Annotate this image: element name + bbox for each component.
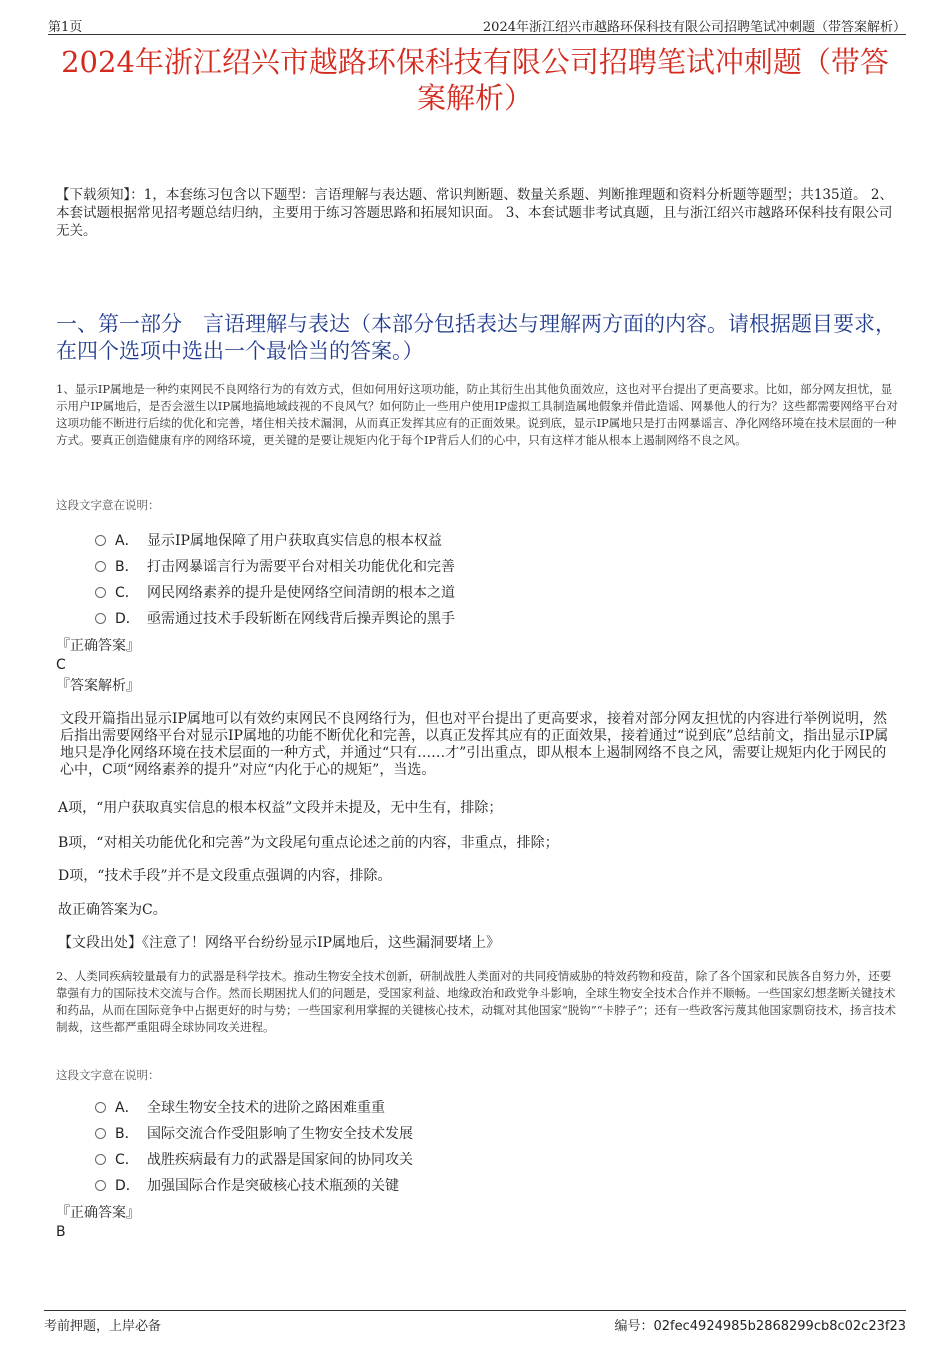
option-b[interactable]: B． 国际交流合作受阻影响了生物安全技术发展 xyxy=(95,1121,890,1147)
correct-answer-value: B xyxy=(56,1224,66,1240)
section-heading: 一、第一部分 言语理解与表达（本部分包括表达与理解两方面的内容。请根据题目要求，在四个选项中选出一个最恰当的答案。） xyxy=(56,312,896,363)
radio-icon[interactable] xyxy=(95,1102,106,1113)
header-doc-title: 2024年浙江绍兴市越路环保科技有限公司招聘笔试冲刺题（带答案解析） xyxy=(482,20,906,35)
correct-answer-value: C xyxy=(56,657,66,673)
option-d[interactable]: D． 加强国际合作是突破核心技术瓶颈的关键 xyxy=(95,1173,890,1199)
question-1-options xyxy=(95,528,890,632)
radio-icon[interactable] xyxy=(95,1180,106,1191)
page-number: 第1页 xyxy=(48,20,83,35)
question-1-prompt: 这段文字意在说明： xyxy=(56,498,160,512)
question-2-stem: 2、人类同疾病较量最有力的武器是科学技术。推动生物安全技术创新，研制战胜人类面对的共同疫情威胁的特效药物和疫苗，除了各个国家和民族各自努力外，还要靠强有力的国际技术交流与合作。然而长期困扰人们的问题是，受国家利益、地缘政治和政党争斗影响，全球生物安全技术合作并不顺畅。一些国家幻想垄断关键技术和药品，从而在国际竞争中占据更好的时与势；一些国家利用掌握的关键核心技术，动辄对其他国家“脱钩”“卡脖子”；还有一些政客污蔑其他国家剽窃技术，扬言技术制裁，这些都严重阻碍全球协同攻关进程。 xyxy=(56,969,897,1034)
option-a[interactable]: A． 全球生物安全技术的进阶之路困难重重 xyxy=(95,1095,890,1121)
analysis-note-a: A项，“用户获取真实信息的根本权益”文段并未提及，无中生有，排除； xyxy=(58,800,503,816)
radio-icon[interactable] xyxy=(95,535,106,546)
source-citation: 【文段出处】《注意了！网络平台纷纷显示IP属地后，这些漏洞要堵上》 xyxy=(58,935,500,951)
download-notice: 【下载须知】：1，本套练习包含以下题型：言语理解与表达题、常识判断题、数量关系题、判断推理题和资料分析题等题型；共135道。 2、本套试题根据常见招考题总结归纳，主要用于练习答题思路和拓展知识面。 3、本套试题非考试真题，且与浙江绍兴市越路环保科技有限公司无关。 xyxy=(56,187,893,239)
radio-icon[interactable] xyxy=(95,1128,106,1139)
radio-icon[interactable] xyxy=(95,561,106,572)
correct-answer-label: 『正确答案』 xyxy=(56,1205,140,1221)
option-c[interactable]: C． 战胜疾病最有力的武器是国家间的协同攻关 xyxy=(95,1147,890,1173)
analysis-text: 文段开篇指出显示IP属地可以有效约束网民不良网络行为，但也对平台提出了更高要求，接着对部分网友担忧的内容进行举例说明，然后指出需要网络平台对显示IP属地的功能不断优化和完善，以真正发挥其应有的正面效果，接着通过“说到底”总结前文，指出显示IP属地只是净化网络环境在技术层面的一种方式，并通过“只有……才”引出重点，即从根本上遏制网络不良之风，需要让规矩内化于网民的心中，C项“网络素养的提升”对应“内化于心的规矩”，当选。 xyxy=(60,711,889,778)
analysis-label: 『答案解析』 xyxy=(56,678,140,694)
analysis-conclusion: 故正确答案为C。 xyxy=(58,902,167,918)
radio-icon[interactable] xyxy=(95,587,106,598)
question-2-options xyxy=(95,1095,890,1199)
option-d[interactable]: D． 亟需通过技术手段斩断在网线背后操弄舆论的黑手 xyxy=(95,606,890,632)
option-a[interactable]: A． 显示IP属地保障了用户获取真实信息的根本权益 xyxy=(95,528,890,554)
analysis-note-d: D项，“技术手段”并不是文段重点强调的内容，排除。 xyxy=(58,868,392,884)
option-b[interactable]: B． 打击网暴谣言行为需要平台对相关功能优化和完善 xyxy=(95,554,890,580)
question-2-prompt: 这段文字意在说明： xyxy=(56,1068,160,1082)
page-header xyxy=(48,14,906,35)
radio-icon[interactable] xyxy=(95,1154,106,1165)
analysis-note-b: B项，“对相关功能优化和完善”为文段尾句重点论述之前的内容，非重点，排除； xyxy=(58,835,559,851)
footer-slogan: 考前押题，上岸必备 xyxy=(44,1319,162,1334)
correct-answer-label: 『正确答案』 xyxy=(56,638,140,654)
document-id: 编号：02fec4924985b2868299cb8c02c23f23 xyxy=(614,1319,906,1334)
question-1-stem: 1、显示IP属地是一种约束网民不良网络行为的有效方式，但如何用好这项功能，防止其衍生出其他负面效应，这也对平台提出了更高要求。比如，部分网友担忧，显示用户IP属地后，是否会滋生以IP属地搞地域歧视的不良风气？如何防止一些用户使用IP虚拟工具制造属地假象并借此造谣、网暴他人的行为？这些都需要网络平台对这项功能不断进行后续的优化和完善，堵住相关技术漏洞，从而真正发挥其应有的正面效果。说到底，显示IP属地只是打击网暴谣言、净化网络环境在技术层面的一种方式。要真正创造健康有序的网络环境，更关键的是要让规矩内化于每个IP背后人们的心中，只有这样才能从根本上遏制网络不良之风。 xyxy=(56,382,898,447)
page-footer xyxy=(44,1310,906,1335)
option-c[interactable]: C． 网民网络素养的提升是使网络空间清朗的根本之道 xyxy=(95,580,890,606)
radio-icon[interactable] xyxy=(95,613,106,624)
document-title: 2024年浙江绍兴市越路环保科技有限公司招聘笔试冲刺题（带答案解析） xyxy=(61,45,889,115)
